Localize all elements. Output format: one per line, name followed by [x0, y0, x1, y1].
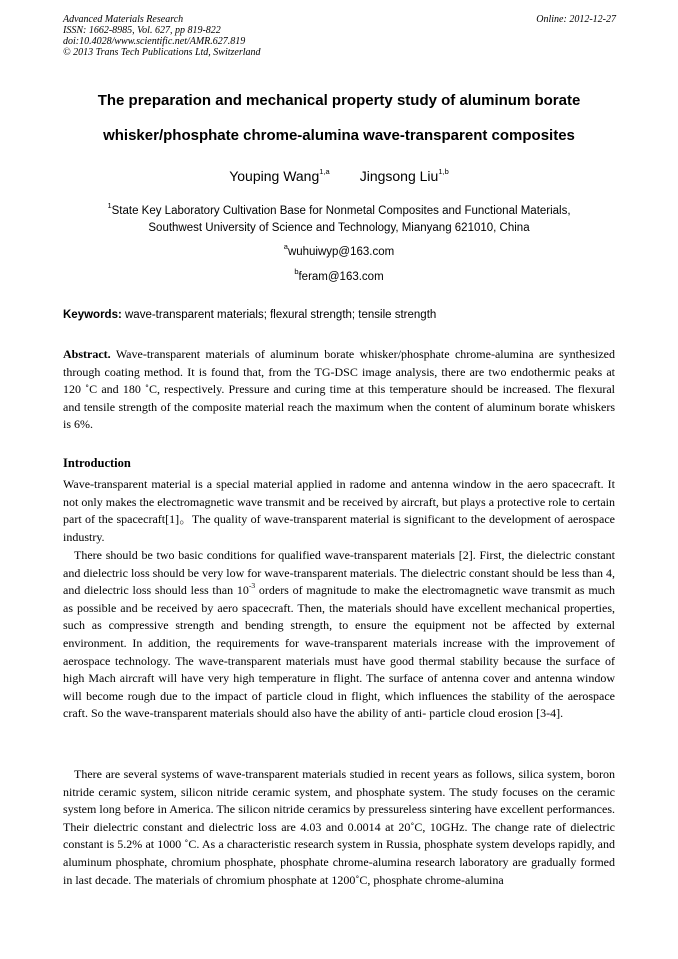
online-date: Online: 2012-12-27: [536, 14, 616, 25]
email-address: feram@163.com: [298, 271, 384, 283]
email-b: [0, 267, 678, 283]
email-a: [0, 242, 678, 258]
abstract-text: Wave-transparent materials of aluminum borate whisker/phosphate chrome-alumina are synthesized through coating method. It is found that, from the TG-DSC image analysis, there are two endothermic peaks at 120 ˚C and 180 ˚C, respectively. Pressure and curing time at this temperature should be increased. The flexural and tensile strength of the composite material reach the maximum when the content of aluminum borate whiskers is 6%.: [63, 347, 615, 432]
abstract: [63, 346, 615, 434]
email-sup: a: [283, 242, 288, 252]
paper-title-line-2: whisker/phosphate chrome-alumina wave-transparent composites: [103, 127, 575, 144]
paper-title-line-1: The preparation and mechanical property study of aluminum borate: [97, 92, 581, 109]
email-address: wuhuiwyp@163.com: [287, 246, 395, 258]
doi-line: doi:10.4028/www.scientific.net/AMR.627.819: [63, 36, 246, 47]
author-2: [360, 168, 449, 184]
introduction-heading: Introduction: [63, 456, 131, 470]
author-affil-sup: 1,a: [319, 167, 330, 177]
journal-name: Advanced Materials Research: [63, 14, 184, 25]
intro-paragraph-3: There are several systems of wave-transparent materials studied in recent years as follows, silica system, boron nitride ceramic system, silicon nitride ceramic system, and phosphate system. The study focuses on the ceramic system long before in America. The silicon nitride ceramics by pressureless sintering have excellent performances. Their dielectric constant and dielectric loss are 4.03 and 0.0014 at 20˚C, 10GHz. The change rate of dielectric constant is 5.2% at 1000 ˚C. As a characteristic research system in Russia, phosphate system develops rapidly, and aluminum phosphate, chromium phosphate, phosphate chrome-alumina research laboratory are gradually formed in last decade. The materials of chromium phosphate at 1200˚C, phosphate chrome-alumina: [63, 767, 615, 887]
intro-paragraph-2: There should be two basic conditions for qualified wave-transparent materials [2]. First, the dielectric constant and dielectric loss should be very low for wave-transparent materials. The dielectric constant should be less than 4, and dielectric loss should less than $10^{-3}$ orders of magnitude to make the electromagnetic wave transmit as much as possible and be received by aero spacecraft. Then, the materials should have excellent mechanical properties, such as compressive strength and bending strength, to ensure the equipment not be affected by external environment. In addition, the requirements for wave-transparent materials increase with the improvement of aerospace technology. The wave-transparent materials must have good thermal stability because the surface of high Mach aircraft will have very high temperature in flight. The surface of antenna cover and antenna window will become rough due to the impact of particle cloud in flight, which influences the stability of the aerospace craft. So the wave-transparent materials should also have the ability of anti- particle cloud erosion [3-4].: [63, 548, 615, 721]
journal-header: [63, 14, 261, 58]
keywords-text: wave-transparent materials; flexural strength; tensile strength: [125, 309, 437, 321]
author-affil-sup: 1,b: [438, 167, 449, 177]
author-list: [0, 168, 678, 184]
affiliation-sup: 1: [107, 201, 112, 211]
exponent-sup: -3: [248, 581, 256, 591]
email-sup: b: [294, 267, 299, 277]
author-name: Jingsong Liu: [359, 168, 439, 184]
author-name: Youping Wang: [229, 168, 320, 184]
issn-line: ISSN: 1662-8985, Vol. 627, pp 819-822: [63, 25, 221, 36]
keywords: [63, 309, 436, 321]
intro-paragraph-1: Wave-transparent material is a special material applied in radome and antenna window in the aero spacecraft. It not only makes the electromagnetic wave transmit and be received by aircraft, but plays a protective role to certain part of the spacecraft[1]。The quality of wave-transparent material is significant to the development of aerospace industry.: [63, 477, 615, 544]
keywords-label: Keywords:: [63, 309, 122, 321]
affiliation-line-2: Southwest University of Science and Technology, Mianyang 621010, China: [148, 222, 530, 234]
affiliation-line-1: $^1$State Key Laboratory Cultivation Base for Nonmetal Composites and Functional Materials,: [107, 201, 571, 217]
copyright-line: © 2013 Trans Tech Publications Ltd, Switzerland: [63, 47, 261, 58]
author-1: [229, 168, 329, 184]
abstract-label: Abstract.: [63, 347, 111, 361]
